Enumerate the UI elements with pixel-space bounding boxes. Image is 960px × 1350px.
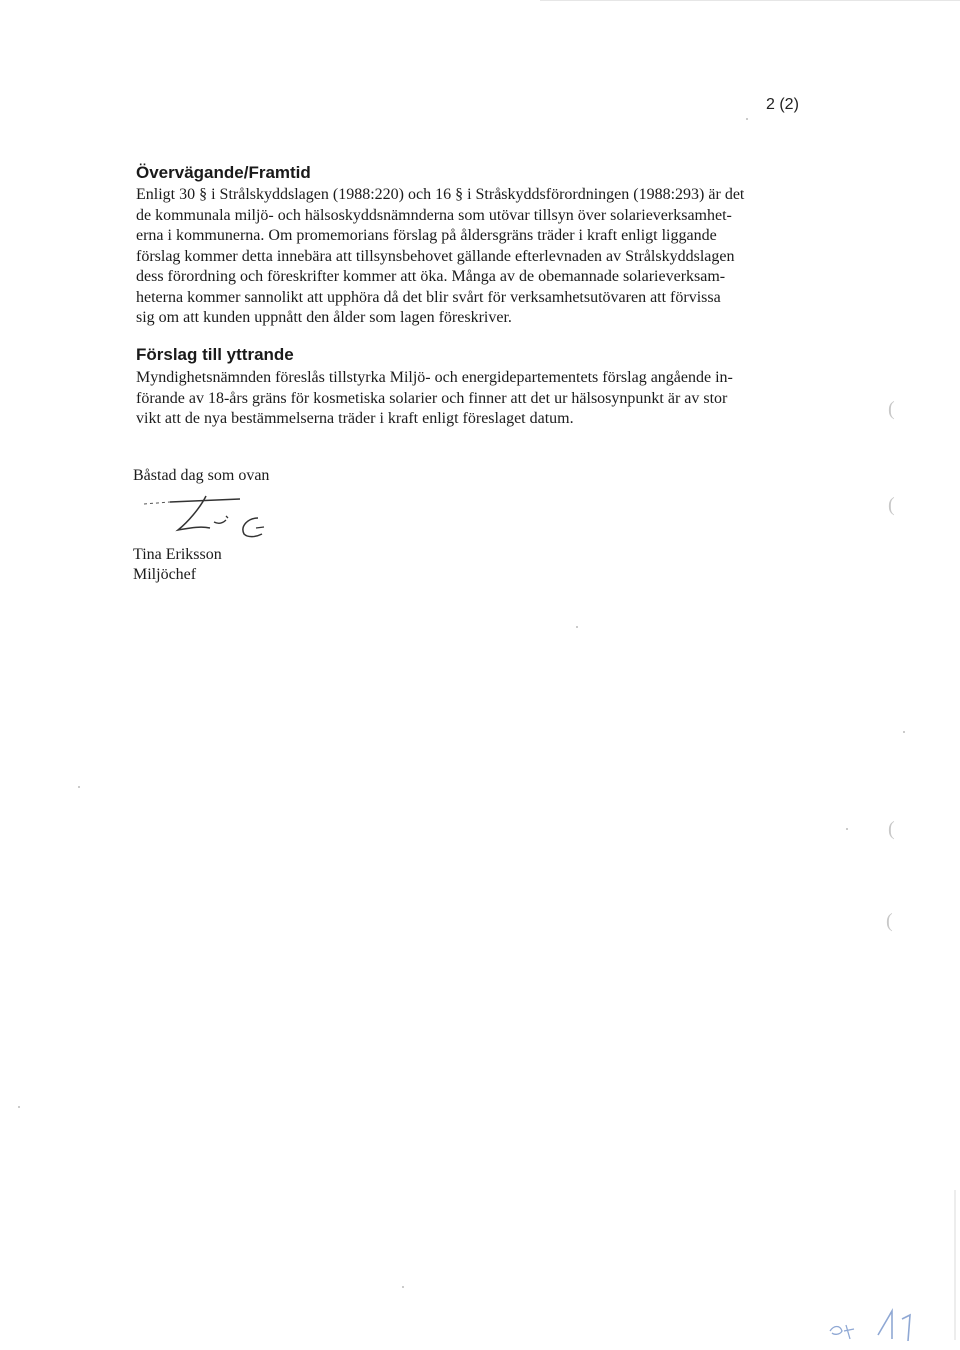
scan-speck xyxy=(846,828,848,830)
page-number: 2 (2) xyxy=(766,96,799,113)
section-heading-overvagande: Övervägande/Framtid xyxy=(136,163,311,182)
body-line: förande av 18-års gräns för kosmetiska solarier och finner att det ur hälsosynpunkt är av stor xyxy=(136,389,728,407)
margin-mark: ( xyxy=(886,910,893,932)
body-line: erna i kommunerna. Om promemorians förslag på åldersgräns träder i kraft enligt liggande xyxy=(136,227,717,244)
scan-speck xyxy=(78,786,80,788)
body-line: sig om att kunden uppnått den ålder som lagen föreskriver. xyxy=(136,309,512,326)
scan-speck xyxy=(746,118,748,120)
body-line: dess förordning och föreskrifter kommer att öka. Många av de obemannade solarieverksam- xyxy=(136,268,726,285)
scan-top-edge xyxy=(540,0,960,1)
section-body-overvagande xyxy=(136,185,816,329)
margin-mark: ( xyxy=(888,398,895,420)
scan-speck xyxy=(402,1286,404,1288)
signer-title: Miljöchef xyxy=(133,566,197,583)
body-line: heterna kommer sannolikt att upphöra då det blir svårt för verksamhetsutövaren att förvissa xyxy=(136,288,721,306)
body-line: vikt att de nya bestämmelserna träder i kraft enligt föreslaget datum. xyxy=(136,410,574,427)
scan-speck xyxy=(576,626,578,628)
section-heading-forslag: Förslag till yttrande xyxy=(136,345,294,364)
body-line: förslag kommer detta innebära att tillsynsbehovet gällande efterlevnaden av Strålskyddslagen xyxy=(136,247,735,265)
margin-mark: ( xyxy=(888,494,895,516)
body-line: de kommunala miljö- och hälsoskyddsnämnderna som utövar tillsyn över solarieverksamhet- xyxy=(136,206,732,224)
body-line: Enligt 30 § i Strålskyddslagen (1988:220) och 16 § i Stråskyddsförordningen (1988:293) är det xyxy=(136,186,745,203)
scan-speck xyxy=(18,1106,20,1108)
handwritten-signature xyxy=(140,490,280,545)
scan-right-edge xyxy=(954,1190,956,1340)
body-line: Myndighetsnämnden föreslås tillstyrka Miljö- och energidepartementets förslag angående in- xyxy=(136,369,733,386)
signer-name: Tina Eriksson xyxy=(133,546,222,563)
section-body-forslag xyxy=(136,368,816,430)
closing-line: Båstad dag som ovan xyxy=(133,467,270,484)
margin-mark: ( xyxy=(888,818,895,840)
handwritten-page-number xyxy=(820,1305,930,1345)
scan-speck xyxy=(903,731,905,733)
